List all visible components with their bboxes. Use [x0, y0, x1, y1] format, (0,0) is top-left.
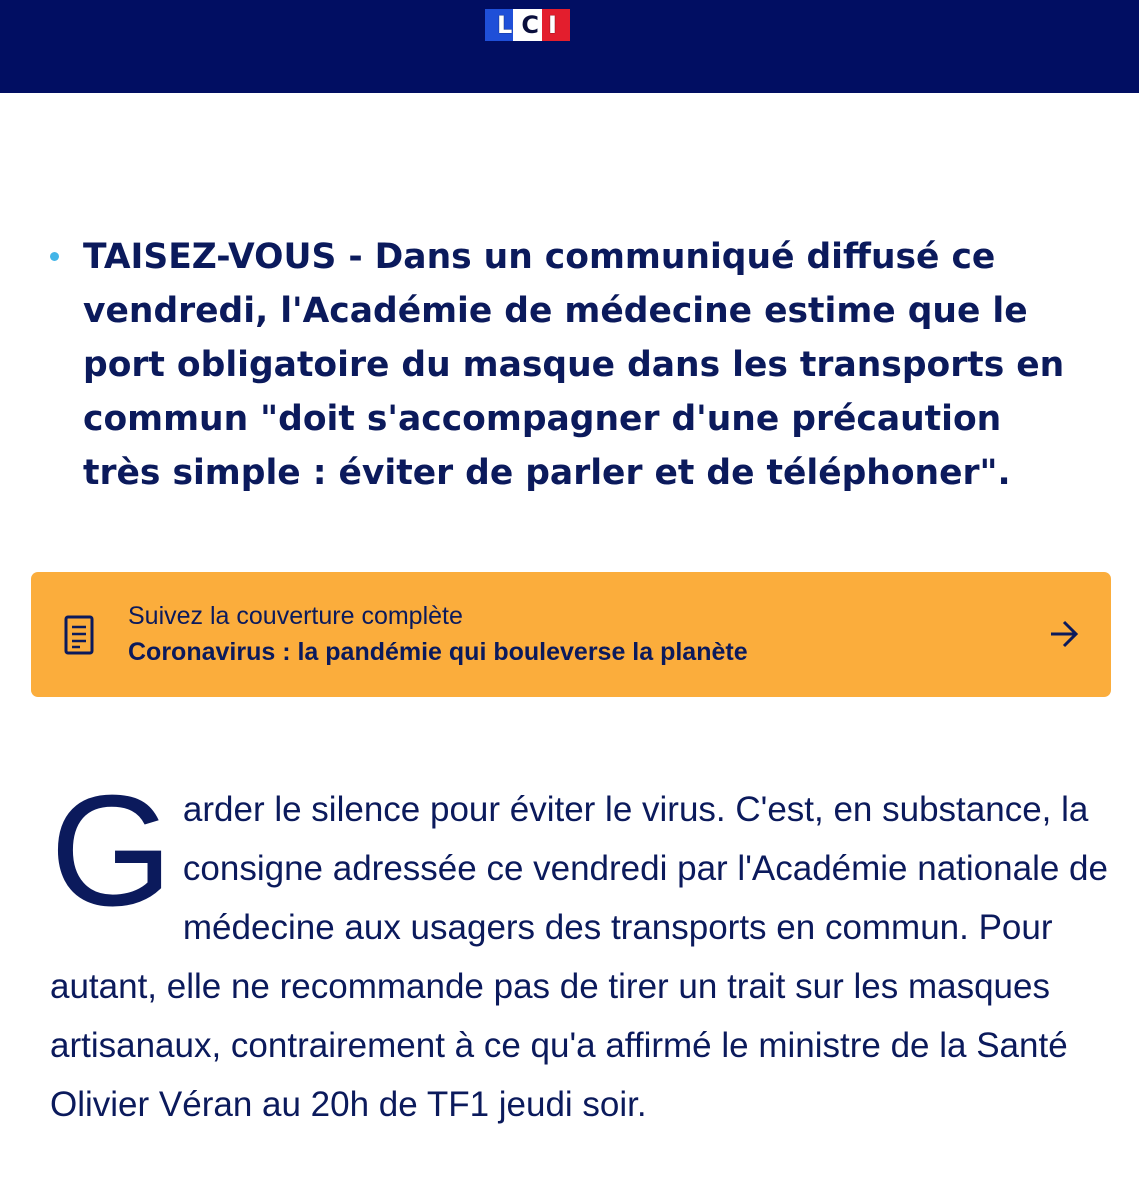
- dropcap-letter: G: [50, 763, 173, 939]
- lci-logo[interactable]: [485, 9, 570, 41]
- full-coverage-banner[interactable]: [31, 572, 1111, 697]
- lead-bullet-icon: [50, 252, 59, 261]
- document-icon: [64, 615, 94, 655]
- logo-letter-l: L: [497, 11, 514, 39]
- logo-letter-i: I: [548, 11, 558, 39]
- top-header-bar: [0, 0, 1139, 93]
- arrow-right-icon: [1049, 620, 1079, 648]
- article-paragraph: arder le silence pour éviter le virus. C'est, en substance, la consigne adressée ce vendredi par l'Académie nationale de médecine aux usagers des transports en commun. Pour autant, elle ne recommande pas de tirer un trait sur les masques artisanaux, contrairement à ce qu'a affirmé le ministre de la Santé Olivier Véran au 20h de TF1 jeudi soir.: [50, 790, 1108, 1124]
- article-body: [50, 763, 1110, 1134]
- logo-letters: [485, 9, 570, 41]
- logo-letter-c: C: [521, 11, 540, 39]
- lead-text: TAISEZ-VOUS - Dans un communiqué diffusé ce vendredi, l'Académie de médecine estime que le port obligatoire du masque dans les transports en commun "doit s'accompagner d'une précaution très simple : éviter de parler et de téléphoner".: [83, 237, 1065, 493]
- coverage-title: Coronavirus : la pandémie qui bouleverse la planète: [128, 638, 748, 666]
- coverage-label: Suivez la couverture complète: [128, 602, 463, 630]
